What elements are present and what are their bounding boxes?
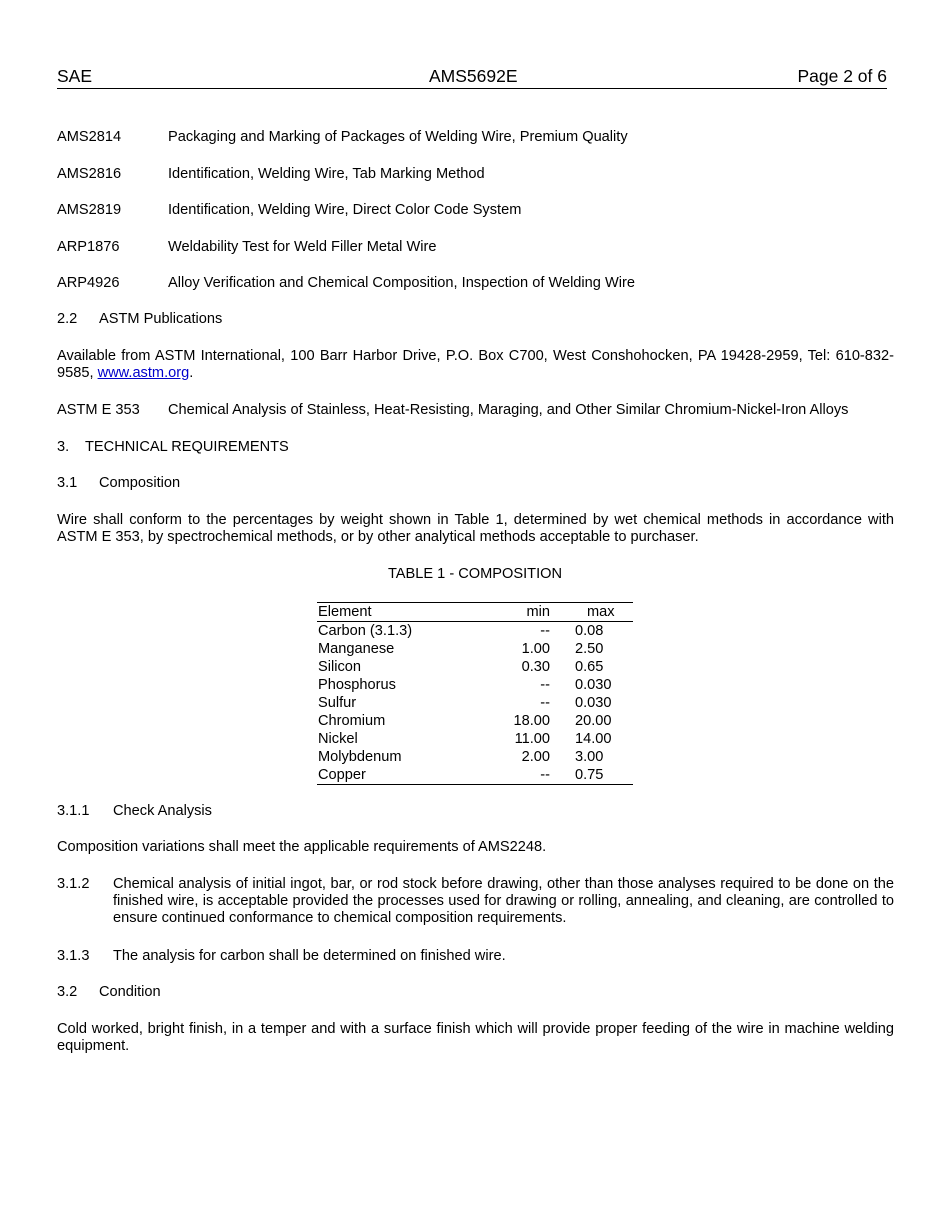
page-header: [57, 68, 887, 89]
cell-element: Chromium: [318, 713, 386, 729]
reference-code: AMS2814: [57, 129, 122, 145]
composition-paragraph: Wire shall conform to the percentages by weight shown in Table 1, determined by wet chemical methods in accordance with ASTM E 353, by spectrochemical methods, or by other analytical methods acceptable to purchaser.: [57, 512, 894, 545]
cell-max: 2.50: [575, 641, 604, 657]
table-row: [317, 730, 633, 748]
table-row: [317, 712, 633, 730]
section-number: 3.: [57, 439, 70, 455]
table-row: [317, 640, 633, 658]
reference-code: AMS2816: [57, 166, 122, 182]
section-number: 3.1.3: [57, 948, 90, 964]
section-title: TECHNICAL REQUIREMENTS: [85, 439, 289, 455]
section-text: Chemical analysis of initial ingot, bar, or rod stock before drawing, other than those analyses required to be done on the finished wire, is acceptable provided the processes used for drawing or rolling, annealing, and cleaning, are controlled to ensure continued conformance to chemical composition requirements.: [113, 876, 894, 926]
cell-element: Silicon: [318, 659, 361, 675]
reference-title: Weldability Test for Weld Filler Metal Wire: [168, 239, 437, 255]
table-row: [317, 748, 633, 766]
column-header-min: min: [526, 604, 550, 620]
section-title: ASTM Publications: [99, 311, 223, 327]
section-number: 3.1: [57, 475, 78, 491]
cell-max: 0.75: [575, 767, 604, 783]
reference-code: ASTM E 353: [57, 402, 140, 418]
table-row: [317, 658, 633, 676]
section-3-1-2: [57, 876, 894, 928]
section-number: 2.2: [57, 311, 78, 327]
table-caption: TABLE 1 - COMPOSITION: [387, 566, 563, 582]
cell-max: 0.030: [575, 677, 612, 693]
astm-availability-paragraph: [57, 348, 894, 382]
cell-element: Carbon (3.1.3): [318, 623, 413, 639]
cell-min: 11.00: [514, 731, 550, 747]
astm-availability-text: Available from ASTM International, 100 Barr Harbor Drive, P.O. Box C700, West Conshohocken, PA 19428-2959, Tel: 610-832-9585,: [57, 348, 894, 381]
check-analysis-paragraph: Composition variations shall meet the applicable requirements of AMS2248.: [57, 839, 547, 855]
table-row: [317, 622, 633, 640]
table-row: [317, 676, 633, 694]
astm-link-period: .: [189, 365, 194, 381]
reference-code: ARP4926: [57, 275, 120, 291]
cell-element: Sulfur: [318, 695, 357, 711]
cell-min: 0.30: [521, 659, 550, 675]
header-org: SAE: [57, 66, 93, 86]
cell-max: 0.65: [575, 659, 604, 675]
cell-min: --: [540, 677, 550, 693]
cell-element: Nickel: [318, 731, 358, 747]
section-number: 3.2: [57, 984, 78, 1000]
cell-max: 0.08: [575, 623, 604, 639]
cell-min: 18.00: [513, 713, 550, 729]
cell-max: 3.00: [575, 749, 604, 765]
cell-min: --: [540, 623, 550, 639]
section-title: Condition: [99, 984, 161, 1000]
cell-element: Manganese: [318, 641, 395, 657]
cell-min: --: [540, 767, 550, 783]
reference-title: Identification, Welding Wire, Tab Marking Method: [168, 166, 485, 182]
cell-max: 20.00: [575, 713, 612, 729]
cell-element: Molybdenum: [318, 749, 402, 765]
composition-table: [317, 602, 633, 785]
table-row: [317, 694, 633, 712]
cell-max: 14.00: [575, 731, 612, 747]
section-number: 3.1.2: [57, 876, 90, 892]
reference-title: Packaging and Marking of Packages of Welding Wire, Premium Quality: [168, 129, 628, 145]
reference-code: AMS2819: [57, 202, 122, 218]
cell-min: --: [540, 695, 550, 711]
section-title: Composition: [99, 475, 181, 491]
astm-website-link[interactable]: www.astm.org: [97, 365, 190, 381]
header-page-number: Page 2 of 6: [797, 66, 887, 86]
table-header-row: [317, 603, 633, 622]
cell-min: 2.00: [521, 749, 550, 765]
reference-title: Alloy Verification and Chemical Composition, Inspection of Welding Wire: [168, 275, 635, 291]
cell-element: Copper: [318, 767, 366, 783]
column-header-element: Element: [318, 604, 372, 620]
reference-title: Identification, Welding Wire, Direct Color Code System: [168, 202, 522, 218]
section-text: The analysis for carbon shall be determined on finished wire.: [113, 948, 506, 964]
table-row: [317, 766, 633, 784]
column-header-max: max: [587, 604, 615, 620]
section-title: Check Analysis: [113, 803, 212, 819]
reference-code: ARP1876: [57, 239, 120, 255]
cell-element: Phosphorus: [318, 677, 396, 693]
reference-title: Chemical Analysis of Stainless, Heat-Resisting, Maraging, and Other Similar Chromium-Nickel-Iron Alloys: [168, 402, 849, 418]
condition-paragraph: Cold worked, bright finish, in a temper and with a surface finish which will provide proper feeding of the wire in machine welding equipment.: [57, 1021, 894, 1054]
cell-min: 1.00: [521, 641, 550, 657]
header-doc-number: AMS5692E: [429, 66, 518, 86]
section-number: 3.1.1: [57, 803, 90, 819]
cell-max: 0.030: [575, 695, 612, 711]
